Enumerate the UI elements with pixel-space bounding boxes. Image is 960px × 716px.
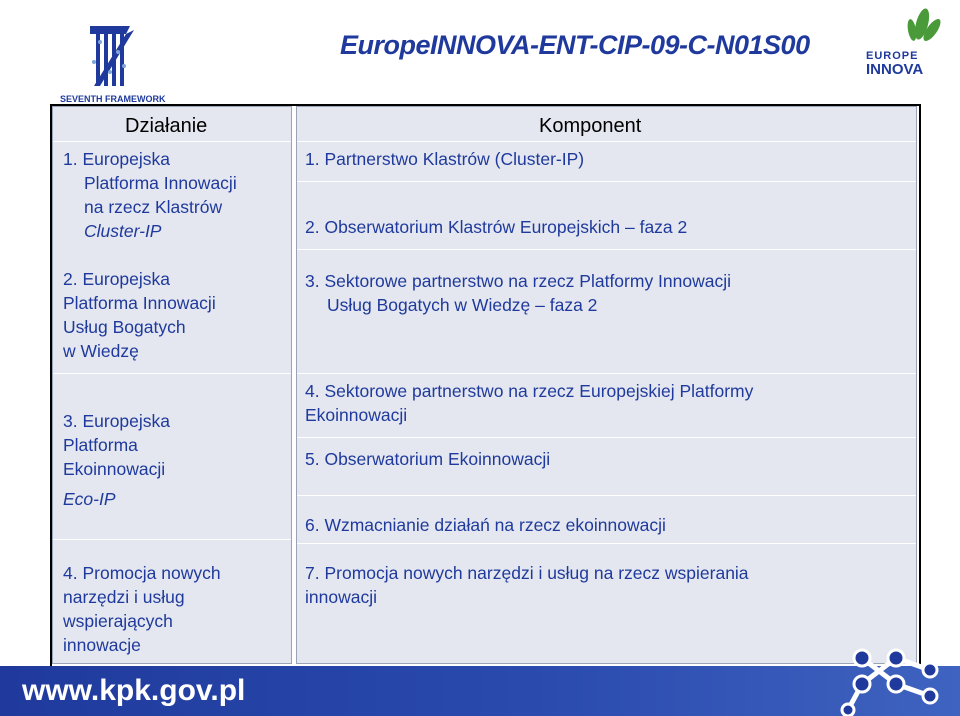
action-item-3-line: Platforma xyxy=(63,435,138,455)
component-item-5: 5. Obserwatorium Ekoinnowacji xyxy=(305,449,551,469)
fp7-emblem-icon xyxy=(60,22,160,94)
component-item-4: 4. Sektorowe partnerstwo na rzecz Europejskiej Platformy xyxy=(305,381,754,401)
component-item-3: 3. Sektorowe partnerstwo na rzecz Platformy Innowacji xyxy=(305,271,732,291)
action-item-2-line: 2. Europejska xyxy=(63,269,171,289)
divider xyxy=(53,539,291,540)
divider xyxy=(297,437,916,438)
component-item-7: 7. Promocja nowych narzędzi i usług na rzecz wspierania xyxy=(305,563,749,583)
action-item-1-line: na rzecz Klastrów xyxy=(84,197,223,217)
component-item-1: 1. Partnerstwo Klastrów (Cluster-IP) xyxy=(305,149,585,169)
action-item-2-line: Platforma Innowacji xyxy=(63,293,216,313)
divider xyxy=(297,249,916,250)
page-title: EuropeINNOVA-ENT-CIP-09-C-N01S00 xyxy=(340,30,810,60)
action-item-3-italic: Eco-IP xyxy=(63,489,116,509)
action-item-2-line: Usług Bogatych xyxy=(63,317,186,337)
component-column xyxy=(296,106,917,664)
fp7-logo xyxy=(60,22,166,104)
action-header: Działanie xyxy=(125,115,208,137)
molecule-icon xyxy=(812,636,960,716)
innova-leaf-icon xyxy=(860,6,950,50)
action-item-1-line: Platforma Innowacji xyxy=(84,173,237,193)
action-item-4 xyxy=(63,561,288,657)
footer-url[interactable]: www.kpk.gov.pl xyxy=(22,674,246,707)
component-item-7-cont: innowacji xyxy=(305,587,377,607)
divider xyxy=(53,141,291,142)
action-item-4-line: narzędzi i usług xyxy=(63,587,185,607)
action-item-3-line: 3. Europejska xyxy=(63,411,171,431)
action-item-3 xyxy=(63,409,288,511)
component-item-6: 6. Wzmacnianie działań na rzecz ekoinnowacji xyxy=(305,515,666,535)
divider xyxy=(297,181,916,182)
action-column xyxy=(52,106,292,664)
divider xyxy=(297,373,916,374)
action-item-1-italic: Cluster-IP xyxy=(84,221,162,241)
fp7-logo-text: SEVENTH FRAMEWORK xyxy=(60,94,166,104)
divider xyxy=(53,373,291,374)
action-item-1 xyxy=(63,147,288,243)
innova-logo-line1: EUROPE xyxy=(866,50,919,62)
component-item-4-cont: Ekoinnowacji xyxy=(305,405,408,425)
action-item-2-line: w Wiedzę xyxy=(63,341,139,361)
divider xyxy=(297,141,916,142)
action-item-4-line: 4. Promocja nowych xyxy=(63,563,221,583)
action-item-4-line: innowacje xyxy=(63,635,141,655)
action-item-2 xyxy=(63,267,288,363)
divider xyxy=(297,495,916,496)
component-item-2: 2. Obserwatorium Klastrów Europejskich – faza 2 xyxy=(305,217,688,237)
action-item-3-line: Ekoinnowacji xyxy=(63,459,166,479)
component-item-3-cont: Usług Bogatych w Wiedzę – faza 2 xyxy=(327,295,598,315)
action-item-1-line: 1. Europejska xyxy=(63,149,171,169)
europe-innova-logo xyxy=(860,6,950,86)
divider xyxy=(297,543,916,544)
innova-logo-line2: INNOVA xyxy=(866,61,924,78)
action-item-4-line: wspierających xyxy=(63,611,173,631)
component-header: Komponent xyxy=(539,115,642,137)
